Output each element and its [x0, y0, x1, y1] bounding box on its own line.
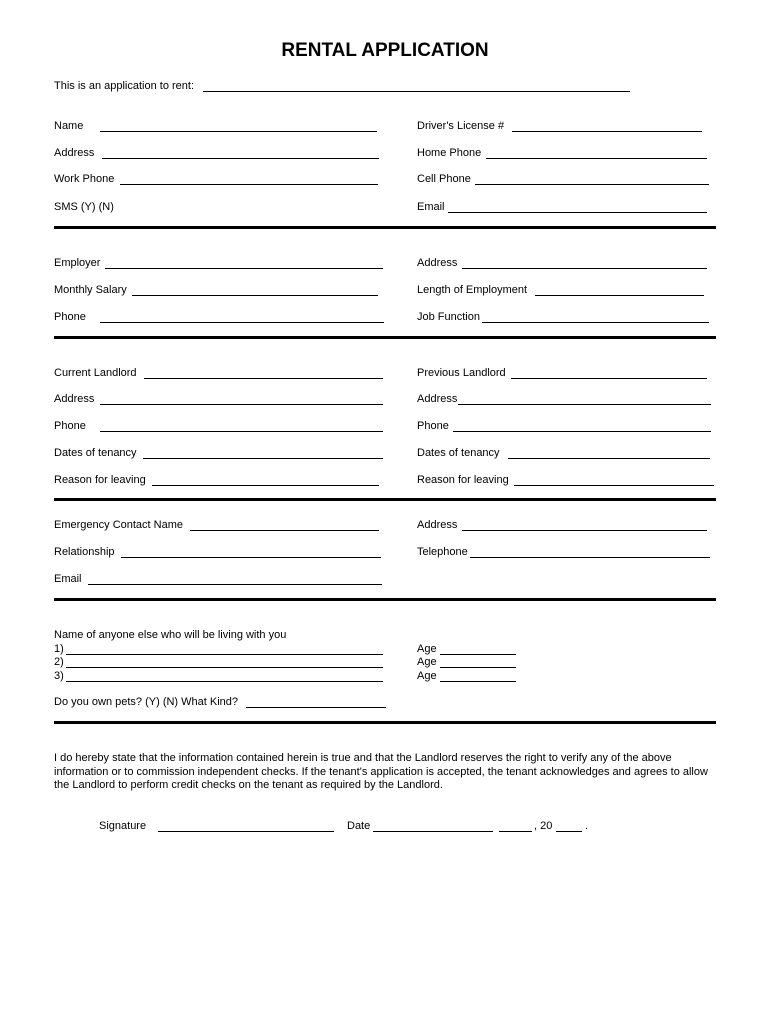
section-divider [54, 498, 716, 501]
job-function-field[interactable] [482, 322, 709, 323]
emergency-email-label: Email [54, 573, 82, 585]
home-phone-label: Home Phone [417, 147, 482, 159]
emergency-telephone-field[interactable] [470, 557, 710, 558]
occupants-heading: Name of anyone else who will be living with you [54, 629, 287, 641]
monthly-salary-label: Monthly Salary [54, 284, 127, 296]
occupant-3-age-field[interactable] [440, 681, 516, 682]
section-divider [54, 336, 716, 339]
period-mark: . [585, 820, 589, 832]
previous-landlord-address-label: Address [417, 393, 458, 405]
previous-landlord-address-field[interactable] [458, 404, 711, 405]
current-reason-field[interactable] [152, 485, 379, 486]
name-field[interactable] [100, 131, 377, 132]
rental-property-field[interactable] [203, 91, 630, 92]
form-title: RENTAL APPLICATION [281, 40, 489, 61]
previous-reason-field[interactable] [514, 485, 714, 486]
occupant-3-field[interactable] [66, 681, 383, 682]
declaration-text: I do hereby state that the information contained herein is true and that the Landlord reserves the right to verify any of the above information or to commission independent checks. If the tenant's application is accepted, the tenant acknowledges and agrees to allow the Landlord to perform credit checks on the tenant as required by the Landlord. [54, 752, 708, 791]
previous-landlord-label: Previous Landlord [417, 367, 506, 379]
occupant-1-field[interactable] [66, 654, 383, 655]
current-landlord-field[interactable] [144, 378, 383, 379]
emergency-email-field[interactable] [88, 584, 382, 585]
employer-address-field[interactable] [462, 268, 707, 269]
signature-label: Signature [99, 820, 147, 832]
section-divider [54, 598, 716, 601]
occupant-3-age-label: Age [417, 670, 437, 682]
previous-dates-label: Dates of tenancy [417, 447, 500, 459]
date-label: Date [347, 820, 371, 832]
pets-field[interactable] [246, 707, 386, 708]
length-of-employment-field[interactable] [535, 295, 704, 296]
current-landlord-address-label: Address [54, 393, 95, 405]
work-phone-label: Work Phone [54, 173, 115, 185]
previous-landlord-phone-field[interactable] [453, 431, 711, 432]
current-landlord-address-field[interactable] [100, 404, 383, 405]
year-field[interactable] [556, 831, 582, 832]
current-landlord-label: Current Landlord [54, 367, 137, 379]
cell-phone-label: Cell Phone [417, 173, 471, 185]
occupant-2-field[interactable] [66, 667, 383, 668]
cell-phone-field[interactable] [475, 184, 709, 185]
employer-phone-field[interactable] [100, 322, 384, 323]
date-day-field[interactable] [499, 831, 532, 832]
length-of-employment-label: Length of Employment [417, 284, 528, 296]
occupant-1-label: 1) [54, 643, 64, 655]
employer-phone-label: Phone [54, 311, 86, 323]
previous-landlord-field[interactable] [511, 378, 707, 379]
work-phone-field[interactable] [120, 184, 378, 185]
year-prefix-label: , 20 [534, 820, 553, 832]
occupant-2-label: 2) [54, 656, 64, 668]
emergency-contact-label: Emergency Contact Name [54, 519, 183, 531]
relationship-field[interactable] [121, 557, 381, 558]
section-divider [54, 226, 716, 229]
sms-label[interactable]: SMS (Y) (N) [54, 201, 114, 213]
previous-dates-field[interactable] [508, 458, 710, 459]
email-label: Email [417, 201, 445, 213]
occupant-3-label: 3) [54, 670, 64, 682]
drivers-license-field[interactable] [512, 131, 702, 132]
employer-field[interactable] [105, 268, 383, 269]
emergency-address-label: Address [417, 519, 458, 531]
occupant-2-age-label: Age [417, 656, 437, 668]
intro-label: This is an application to rent: [54, 80, 195, 92]
current-landlord-phone-field[interactable] [100, 431, 383, 432]
previous-landlord-phone-label: Phone [417, 420, 449, 432]
emergency-address-field[interactable] [462, 530, 707, 531]
occupant-2-age-field[interactable] [440, 667, 516, 668]
name-label: Name [54, 120, 84, 132]
drivers-license-label: Driver's License # [417, 120, 505, 132]
monthly-salary-field[interactable] [132, 295, 378, 296]
job-function-label: Job Function [417, 311, 480, 323]
relationship-label: Relationship [54, 546, 115, 558]
current-landlord-phone-label: Phone [54, 420, 86, 432]
occupant-1-age-label: Age [417, 643, 437, 655]
emergency-telephone-label: Telephone [417, 546, 468, 558]
employer-address-label: Address [417, 257, 458, 269]
emergency-contact-field[interactable] [190, 530, 379, 531]
section-divider [54, 721, 716, 724]
employer-label: Employer [54, 257, 101, 269]
pets-label: Do you own pets? (Y) (N) What Kind? [54, 696, 239, 708]
signature-field[interactable] [158, 831, 334, 832]
email-field[interactable] [448, 212, 707, 213]
address-label: Address [54, 147, 95, 159]
current-reason-label: Reason for leaving [54, 474, 146, 486]
current-dates-field[interactable] [143, 458, 383, 459]
current-dates-label: Dates of tenancy [54, 447, 137, 459]
address-field[interactable] [102, 158, 379, 159]
date-field[interactable] [373, 831, 493, 832]
previous-reason-label: Reason for leaving [417, 474, 509, 486]
occupant-1-age-field[interactable] [440, 654, 516, 655]
home-phone-field[interactable] [486, 158, 707, 159]
